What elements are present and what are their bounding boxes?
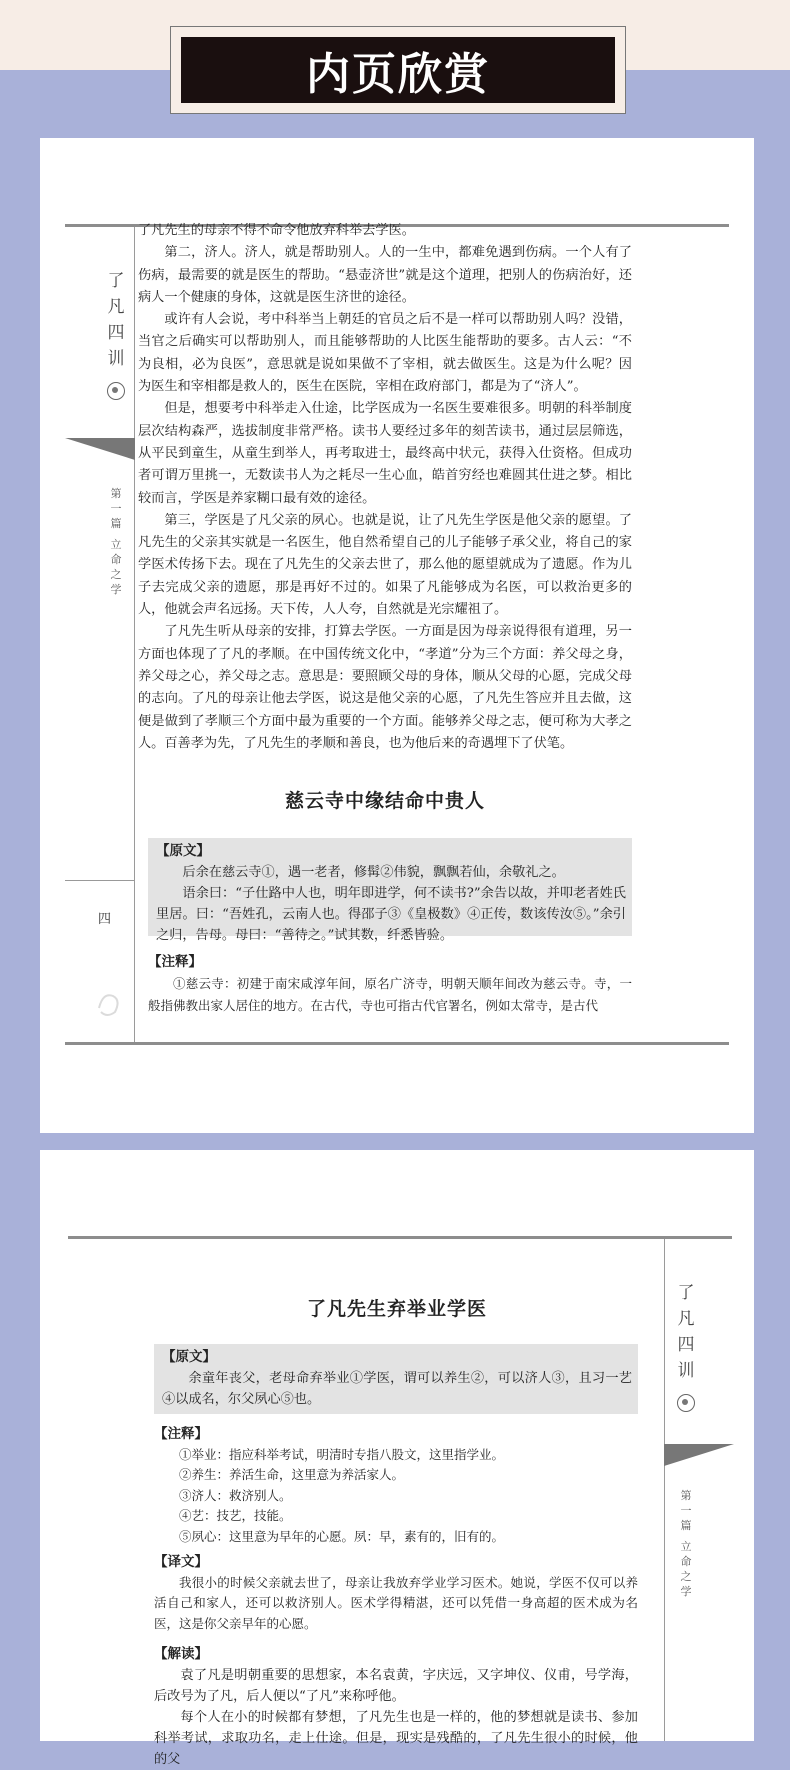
section-heading: 了凡先生弃举业学医 xyxy=(306,1298,487,1320)
note-item: ④艺：技艺，技能。 xyxy=(179,1508,292,1523)
side-title-char: 训 xyxy=(677,1361,695,1381)
page-top-rule xyxy=(68,1236,732,1239)
body-text xyxy=(138,220,632,755)
chapter-char: 第 xyxy=(110,487,122,500)
margin-divider xyxy=(65,880,135,881)
side-book-title xyxy=(676,1280,696,1384)
chapter-char: 命 xyxy=(680,1555,692,1568)
paragraph: 或许有人会说，考中科举当上朝廷的官员之后不是一样可以帮助别人吗？没错，当官之后确实可以帮助别人，而且能够帮助的人比医生能帮助的要多。古人云：“不为良相，必为良医”，意思就是说如果做不了宰相，就去做医生。这是为什么呢？因为医生和宰相都是救人的，医生在医院，宰相在政府部门，都是为了“济人”。 xyxy=(138,312,632,395)
chapter-char: 命 xyxy=(110,553,122,566)
margin-rule xyxy=(134,227,135,1042)
chapter-wedge xyxy=(65,438,135,460)
note-item: ①举业：指应科举考试，明清时专指八股文，这里指学业。 xyxy=(179,1446,505,1462)
original-text xyxy=(156,841,626,946)
side-title-char: 凡 xyxy=(107,297,125,317)
seal-icon xyxy=(677,1394,695,1412)
chapter-char: 篇 xyxy=(110,517,122,530)
book-page-1 xyxy=(40,138,754,1133)
original-label: 【原文】 xyxy=(162,1349,216,1365)
translation-section xyxy=(154,1552,638,1634)
paragraph: 第二，济人。济人，就是帮助别人。人的一生中，都难免遇到伤病。一个人有了伤病，最需要的就是医生的帮助。“悬壶济世”就是这个道理，把别人的伤病治好，还病人一个健康的身体，这就是医生济世的途径。 xyxy=(138,245,632,305)
side-book-title xyxy=(106,268,126,372)
translation-label: 【译文】 xyxy=(154,1554,208,1570)
reading-section xyxy=(154,1644,638,1770)
section-heading: 慈云寺中缘结命中贵人 xyxy=(284,790,485,812)
side-title-char: 训 xyxy=(107,349,125,369)
chapter-char: 立 xyxy=(110,538,122,551)
chapter-char: 第 xyxy=(680,1489,692,1502)
margin-rule xyxy=(664,1239,665,1741)
notes-label: 【注释】 xyxy=(148,954,202,970)
chapter-char: 一 xyxy=(680,1504,692,1517)
chapter-label xyxy=(109,486,123,597)
chapter-char: 之 xyxy=(680,1570,692,1583)
side-title-char: 了 xyxy=(107,271,125,291)
reading-paragraph: 袁了凡是明朝重要的思想家，本名袁黄，字庆远，又字坤仪、仪甫，号学海，后改号为了凡，后人便以“了凡”来称呼他。 xyxy=(154,1668,638,1704)
original-line: 后余在慈云寺①，遇一老者，修髯②伟貌，飘飘若仙，余敬礼之。 xyxy=(182,865,565,880)
chapter-char: 学 xyxy=(680,1585,692,1598)
side-title-char: 凡 xyxy=(677,1309,695,1329)
chapter-char: 立 xyxy=(680,1540,692,1553)
notes-section xyxy=(148,951,632,1017)
chapter-char: 学 xyxy=(110,583,122,596)
notes-label: 【注释】 xyxy=(154,1426,208,1442)
banner-title: 内页欣赏 xyxy=(181,37,615,103)
notes-section xyxy=(154,1424,638,1547)
note-item: ⑤夙心：这里意为早年的心愿。夙：早，素有的，旧有的。 xyxy=(179,1528,505,1544)
chapter-wedge xyxy=(664,1444,734,1466)
note-item: ③济人：救济别人。 xyxy=(179,1487,292,1503)
side-title-char: 了 xyxy=(677,1283,695,1303)
chapter-char: 之 xyxy=(110,568,122,581)
reading-paragraph: 每个人在小的时候都有梦想，了凡先生也是一样的，他的梦想就是读书、参加科举考试，求取功名，走上仕途。但是，现实是残酷的，了凡先生很小的时候，他的父 xyxy=(154,1710,638,1767)
seal-icon xyxy=(107,382,125,400)
paragraph: 第三，学医是了凡父亲的夙心。也就是说，让了凡先生学医是他父亲的愿望。了凡先生的父亲其实就是一名医生，他自然希望自己的儿子能够子承父业，将自己的家学医术传扬下去。现在了凡先生的父亲去世了，那么他的愿望就成为了遗愿。作为儿子去完成父亲的遗愿，那是再好不过的。如果了凡能够成为名医，可以救治更多的人，他就会声名远扬。天下传，人人夸，自然就是光宗耀祖了。 xyxy=(138,512,632,618)
translation-text: 我很小的时候父亲就去世了，母亲让我放弃学业学习医术。她说，学医不仅可以养活自己和家人，还可以救济别人。医术学得精湛，还可以凭借一身高超的医术成为名医，这是你父亲早年的心愿。 xyxy=(154,1574,638,1631)
paragraph: 但是，想要考中科举走入仕途，比学医成为一名医生要难很多。明朝的科举制度层次结构森严，选拔制度非常严格。读书人要经过多年的刻苦读书，通过层层筛选，从平民到童生，从童生到举人，再考取进士，最终高中状元，获得入仕资格。但成功者可谓万里挑一，无数读书人为之耗尽一生心血，皓首穷经也难圆其仕进之梦。相比较而言，学医是养家糊口最有效的途径。 xyxy=(138,401,632,506)
ornament-icon xyxy=(95,988,123,1018)
note-item: ②养生：养活生命，这里意为养活家人。 xyxy=(179,1467,405,1482)
side-title-char: 四 xyxy=(107,323,125,343)
original-line: 余童年丧父，老母命弃举业①学医，谓可以养生②，可以济人③，且习一艺④以成名，尔父夙心⑤也。 xyxy=(162,1371,632,1407)
original-line: 语余曰：“子仕路中人也，明年即进学，何不读书?”余告以故，并叩老者姓氏里居。曰：“吾姓孔，云南人也。得邵子③《皇极数》④正传，数该传汝⑤。”余引之归，告母。母曰：“善待之。”试其数，纤悉皆验。 xyxy=(156,886,626,943)
paragraph: 了凡先生的母亲不得不命令他放弃科举去学医。 xyxy=(138,223,415,238)
chapter-char: 一 xyxy=(110,502,122,515)
book-page-2 xyxy=(40,1150,754,1767)
side-title-char: 四 xyxy=(677,1335,695,1355)
reading-label: 【解读】 xyxy=(154,1646,208,1662)
banner-frame xyxy=(170,26,626,114)
chapter-char: 篇 xyxy=(680,1519,692,1532)
paragraph: 了凡先生听从母亲的安排，打算去学医。一方面是因为母亲说得很有道理，另一方面也体现了了凡的孝顺。在中国传统文化中，“孝道”分为三个方面：养父母之身，养父母之心，养父母之志。意思是：要照顾父母的身体，顺从父母的心愿，完成父母的志向。了凡的母亲让他去学医，说这是他父亲的心愿，了凡先生答应并且去做，这便是做到了孝顺三个方面中最为重要的一个方面。能够养父母之志，便可称为大孝之人。百善孝为先，了凡先生的孝顺和善良，也为他后来的奇遇埋下了伏笔。 xyxy=(138,624,632,751)
page-number: 四 xyxy=(98,912,112,927)
chapter-label xyxy=(679,1488,693,1599)
original-text xyxy=(162,1347,632,1410)
page-bottom-rule xyxy=(65,1042,729,1045)
original-label: 【原文】 xyxy=(156,843,210,859)
note-item: ①慈云寺：初建于南宋咸淳年间，原名广济寺，明朝天顺年间改为慈云寺。寺，一般指佛教出家人居住的地方。在古代，寺也可指古代官署名，例如太常寺，是古代 xyxy=(148,976,632,1013)
